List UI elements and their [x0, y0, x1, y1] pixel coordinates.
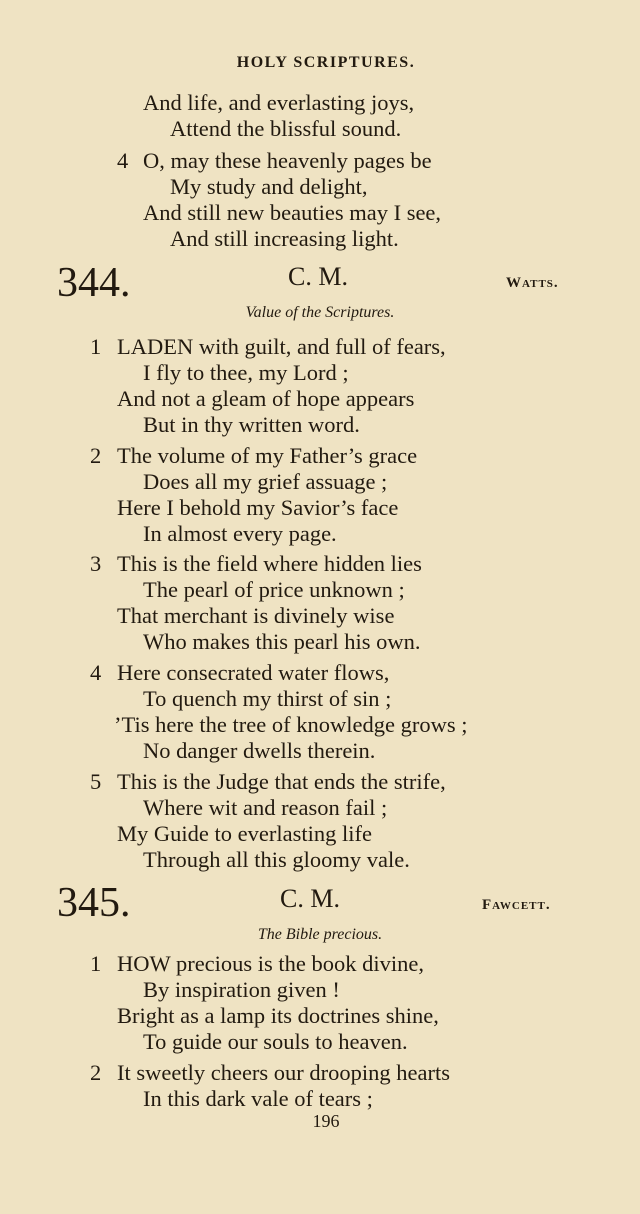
stanza-number: 1 [90, 334, 102, 359]
verse-line: Here I behold my Savior’s face [117, 495, 399, 520]
verse-line: Bright as a lamp its doctrines shine, [117, 1003, 439, 1028]
verse-line: ’Tis here the tree of knowledge grows ; [114, 712, 468, 737]
stanza-number: 5 [90, 769, 102, 794]
verse-line: Attend the blissful sound. [170, 116, 402, 141]
hymn-title: The Bible precious. [257, 926, 383, 943]
hymn-number: 345. [57, 880, 131, 926]
hymn-meter: C. M. [288, 262, 348, 291]
verse-line: Does all my grief assuage ; [143, 469, 388, 494]
verse-line: By inspiration given ! [143, 977, 340, 1002]
verse-line: I fly to thee, my Lord ; [143, 360, 349, 385]
verse-line: Who makes this pearl his own. [143, 629, 421, 654]
verse-line: And still new beauties may I see, [143, 200, 442, 225]
verse-line: O, may these heavenly pages be [143, 148, 432, 173]
verse-line: To quench my thirst of sin ; [143, 686, 392, 711]
verse-line: The volume of my Father’s grace [117, 443, 418, 468]
hymn-number: 344. [57, 260, 131, 306]
stanza-number: 3 [90, 551, 102, 576]
verse-line: My study and delight, [170, 174, 368, 199]
stanza-number: 2 [90, 443, 102, 468]
hymn-author: Fawcett. [482, 897, 551, 913]
verse-line: In this dark vale of tears ; [143, 1086, 373, 1111]
stanza-number: 1 [90, 951, 102, 976]
stanza-number: 4 [117, 148, 129, 173]
verse-line: LADEN with guilt, and full of fears, [117, 334, 446, 359]
verse-line: The pearl of price unknown ; [143, 577, 405, 602]
hymn-author: Watts. [506, 275, 559, 291]
running-header: HOLY SCRIPTURES. [236, 54, 416, 71]
stanza-number: 4 [90, 660, 102, 685]
verse-line: That merchant is divinely wise [117, 603, 395, 628]
verse-line: No danger dwells therein. [143, 738, 376, 763]
verse-line: And not a gleam of hope appears [117, 386, 415, 411]
verse-line: Through all this gloomy vale. [143, 847, 410, 872]
verse-line: Here consecrated water flows, [117, 660, 390, 685]
verse-line: To guide our souls to heaven. [143, 1029, 408, 1054]
hymn-meter: C. M. [280, 884, 340, 913]
verse-line: HOW precious is the book divine, [117, 951, 425, 976]
verse-line: But in thy written word. [143, 412, 360, 437]
page-number: 196 [312, 1111, 340, 1131]
verse-line: It sweetly cheers our drooping hearts [117, 1060, 451, 1085]
verse-line: My Guide to everlasting life [117, 821, 372, 846]
verse-line: In almost every page. [143, 521, 337, 546]
verse-line: Where wit and reason fail ; [143, 795, 388, 820]
verse-line: And still increasing light. [170, 226, 399, 251]
stanza-number: 2 [90, 1060, 102, 1085]
hymn-title: Value of the Scriptures. [245, 304, 395, 321]
verse-line: And life, and everlasting joys, [143, 90, 415, 115]
verse-line: This is the Judge that ends the strife, [117, 769, 446, 794]
verse-line: This is the field where hidden lies [117, 551, 422, 576]
